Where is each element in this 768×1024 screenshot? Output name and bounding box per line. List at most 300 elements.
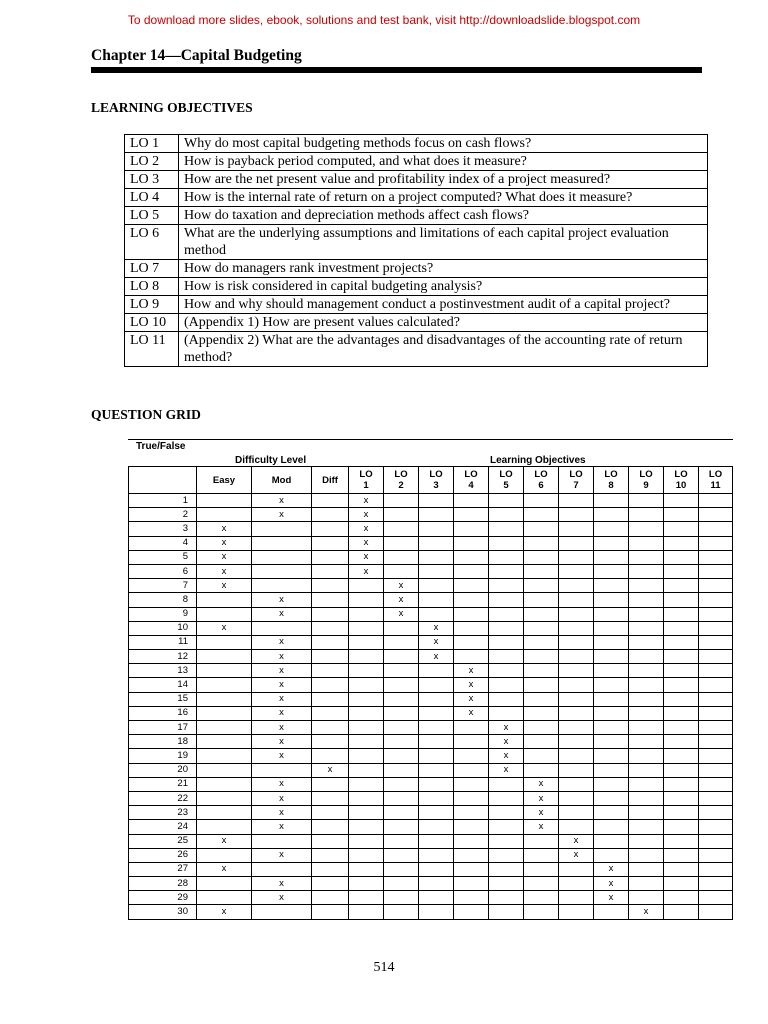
lo-cell bbox=[559, 806, 594, 820]
difficulty-cell: x bbox=[252, 791, 312, 805]
difficulty-cell bbox=[252, 550, 312, 564]
question-number: 3 bbox=[129, 522, 197, 536]
difficulty-cell bbox=[197, 692, 252, 706]
lo-cell bbox=[559, 522, 594, 536]
learning-objective-text: How do managers rank investment projects? bbox=[179, 260, 708, 278]
difficulty-cell: x bbox=[312, 763, 349, 777]
question-number: 18 bbox=[129, 735, 197, 749]
question-row bbox=[129, 891, 733, 905]
lo-cell bbox=[699, 621, 733, 635]
lo-cell bbox=[699, 905, 733, 919]
difficulty-cell bbox=[312, 664, 349, 678]
lo-cell bbox=[629, 536, 664, 550]
lo-cell bbox=[419, 550, 454, 564]
difficulty-cell: x bbox=[252, 494, 312, 508]
lo-cell bbox=[559, 550, 594, 564]
learning-objective-code: LO 2 bbox=[125, 153, 179, 171]
difficulty-cell bbox=[252, 579, 312, 593]
lo-cell bbox=[699, 635, 733, 649]
lo-cell bbox=[419, 749, 454, 763]
lo-column-prefix: LO bbox=[639, 469, 653, 480]
lo-column-prefix: LO bbox=[708, 469, 723, 480]
true-false-label: True/False bbox=[136, 441, 186, 452]
question-row bbox=[129, 862, 733, 876]
lo-cell bbox=[454, 564, 489, 578]
difficulty-cell bbox=[312, 678, 349, 692]
lo-cell bbox=[594, 593, 629, 607]
difficulty-cell: x bbox=[197, 564, 252, 578]
lo-cell bbox=[524, 706, 559, 720]
lo-cell bbox=[489, 664, 524, 678]
lo-cell bbox=[419, 791, 454, 805]
lo-cell bbox=[349, 820, 384, 834]
learning-objective-row bbox=[125, 260, 708, 278]
lo-cell bbox=[454, 635, 489, 649]
difficulty-cell: x bbox=[252, 848, 312, 862]
lo-cell bbox=[524, 848, 559, 862]
difficulty-cell: x bbox=[252, 891, 312, 905]
lo-cell bbox=[699, 763, 733, 777]
lo-cell bbox=[419, 820, 454, 834]
difficulty-cell bbox=[312, 650, 349, 664]
lo-cell bbox=[384, 494, 419, 508]
lo-cell: x bbox=[524, 820, 559, 834]
question-row bbox=[129, 749, 733, 763]
lo-cell bbox=[489, 564, 524, 578]
lo-cell bbox=[559, 877, 594, 891]
lo-column-number: 3 bbox=[433, 480, 439, 491]
lo-cell bbox=[629, 550, 664, 564]
difficulty-cell: x bbox=[252, 593, 312, 607]
difficulty-cell bbox=[312, 848, 349, 862]
lo-cell bbox=[594, 522, 629, 536]
lo-column-number: 5 bbox=[503, 480, 509, 491]
learning-objective-text: Why do most capital budgeting methods focus on cash flows? bbox=[179, 135, 708, 153]
question-number: 12 bbox=[129, 650, 197, 664]
question-row bbox=[129, 678, 733, 692]
lo-cell: x bbox=[629, 905, 664, 919]
question-row bbox=[129, 834, 733, 848]
lo-cell bbox=[594, 635, 629, 649]
lo-cell bbox=[559, 536, 594, 550]
lo-cell bbox=[489, 706, 524, 720]
lo-cell bbox=[349, 678, 384, 692]
lo-cell bbox=[629, 891, 664, 905]
learning-objective-row bbox=[125, 153, 708, 171]
question-row bbox=[129, 820, 733, 834]
lo-cell bbox=[699, 806, 733, 820]
lo-cell bbox=[384, 862, 419, 876]
question-row bbox=[129, 721, 733, 735]
lo-column-number: 6 bbox=[538, 480, 544, 491]
lo-cell bbox=[419, 579, 454, 593]
difficulty-cell bbox=[197, 664, 252, 678]
question-row bbox=[129, 664, 733, 678]
lo-cell bbox=[664, 593, 699, 607]
learning-objective-row bbox=[125, 296, 708, 314]
difficulty-cell bbox=[312, 508, 349, 522]
lo-cell bbox=[559, 721, 594, 735]
question-row bbox=[129, 763, 733, 777]
lo-column-header bbox=[384, 467, 419, 494]
lo-cell bbox=[594, 721, 629, 735]
lo-cell bbox=[489, 678, 524, 692]
question-row bbox=[129, 877, 733, 891]
lo-cell bbox=[699, 721, 733, 735]
lo-cell bbox=[349, 721, 384, 735]
lo-cell bbox=[524, 862, 559, 876]
lo-cell: x bbox=[384, 579, 419, 593]
difficulty-cell: x bbox=[252, 508, 312, 522]
difficulty-cell bbox=[312, 564, 349, 578]
lo-cell bbox=[559, 494, 594, 508]
lo-cell bbox=[384, 763, 419, 777]
lo-cell bbox=[559, 692, 594, 706]
difficulty-cell: x bbox=[252, 664, 312, 678]
lo-cell bbox=[524, 579, 559, 593]
lo-cell bbox=[384, 536, 419, 550]
difficulty-cell: x bbox=[252, 650, 312, 664]
difficulty-cell bbox=[312, 891, 349, 905]
lo-cell: x bbox=[559, 848, 594, 862]
lo-cell bbox=[559, 891, 594, 905]
lo-cell bbox=[594, 564, 629, 578]
difficulty-cell bbox=[252, 536, 312, 550]
question-row bbox=[129, 494, 733, 508]
lo-cell bbox=[594, 664, 629, 678]
learning-objective-row bbox=[125, 171, 708, 189]
lo-cell bbox=[419, 735, 454, 749]
learning-objective-row bbox=[125, 207, 708, 225]
difficulty-cell bbox=[252, 834, 312, 848]
lo-cell bbox=[524, 749, 559, 763]
lo-cell bbox=[489, 508, 524, 522]
difficulty-cell bbox=[312, 877, 349, 891]
learning-objective-text: How and why should management conduct a postinvestment audit of a capital project? bbox=[179, 296, 708, 314]
difficulty-cell bbox=[312, 862, 349, 876]
difficulty-cell bbox=[252, 522, 312, 536]
lo-cell bbox=[349, 621, 384, 635]
learning-objective-row bbox=[125, 225, 708, 260]
lo-cell bbox=[349, 735, 384, 749]
lo-cell bbox=[524, 763, 559, 777]
lo-cell bbox=[629, 763, 664, 777]
question-row bbox=[129, 706, 733, 720]
lo-cell bbox=[489, 579, 524, 593]
lo-cell bbox=[699, 777, 733, 791]
lo-cell bbox=[419, 877, 454, 891]
learning-objective-code: LO 1 bbox=[125, 135, 179, 153]
lo-cell bbox=[384, 635, 419, 649]
lo-cell: x bbox=[419, 621, 454, 635]
lo-cell bbox=[524, 891, 559, 905]
lo-cell bbox=[489, 806, 524, 820]
question-number-header bbox=[129, 467, 197, 494]
lo-column-header bbox=[559, 467, 594, 494]
lo-cell bbox=[594, 607, 629, 621]
question-number: 15 bbox=[129, 692, 197, 706]
question-row bbox=[129, 508, 733, 522]
lo-cell: x bbox=[594, 877, 629, 891]
learning-objective-code: LO 8 bbox=[125, 278, 179, 296]
lo-column-prefix: LO bbox=[569, 469, 583, 480]
lo-cell bbox=[419, 777, 454, 791]
lo-cell bbox=[699, 692, 733, 706]
difficulty-cell bbox=[252, 862, 312, 876]
lo-cell bbox=[349, 664, 384, 678]
lo-cell bbox=[384, 678, 419, 692]
question-number: 13 bbox=[129, 664, 197, 678]
lo-cell bbox=[349, 777, 384, 791]
lo-cell bbox=[489, 877, 524, 891]
difficulty-cell bbox=[312, 721, 349, 735]
lo-cell: x bbox=[454, 678, 489, 692]
lo-cell bbox=[454, 593, 489, 607]
lo-cell bbox=[419, 848, 454, 862]
learning-objective-code: LO 10 bbox=[125, 314, 179, 332]
lo-cell bbox=[594, 820, 629, 834]
learning-objective-text: How is the internal rate of return on a project computed? What does it measure? bbox=[179, 189, 708, 207]
question-row bbox=[129, 692, 733, 706]
difficulty-cell bbox=[312, 692, 349, 706]
lo-cell bbox=[629, 508, 664, 522]
difficulty-cell bbox=[312, 820, 349, 834]
question-row bbox=[129, 607, 733, 621]
lo-cell bbox=[699, 508, 733, 522]
lo-column-header bbox=[419, 467, 454, 494]
difficulty-cell: x bbox=[252, 777, 312, 791]
difficulty-cell bbox=[197, 777, 252, 791]
lo-cell bbox=[524, 508, 559, 522]
question-number: 14 bbox=[129, 678, 197, 692]
learning-objective-row bbox=[125, 332, 708, 367]
learning-objective-code: LO 3 bbox=[125, 171, 179, 189]
lo-cell: x bbox=[594, 862, 629, 876]
lo-cell bbox=[664, 820, 699, 834]
lo-cell bbox=[454, 777, 489, 791]
lo-column-prefix: LO bbox=[499, 469, 513, 480]
difficulty-cell: x bbox=[252, 678, 312, 692]
lo-cell bbox=[629, 494, 664, 508]
lo-column-header bbox=[629, 467, 664, 494]
lo-cell bbox=[664, 536, 699, 550]
question-row bbox=[129, 777, 733, 791]
lo-cell bbox=[559, 735, 594, 749]
lo-cell bbox=[664, 735, 699, 749]
question-row bbox=[129, 564, 733, 578]
lo-cell bbox=[384, 650, 419, 664]
lo-cell bbox=[594, 791, 629, 805]
lo-cell bbox=[699, 877, 733, 891]
lo-cell bbox=[559, 749, 594, 763]
lo-cell bbox=[454, 735, 489, 749]
section-rule bbox=[128, 439, 733, 440]
lo-cell bbox=[419, 891, 454, 905]
learning-objective-code: LO 4 bbox=[125, 189, 179, 207]
lo-cell bbox=[524, 593, 559, 607]
lo-cell bbox=[454, 536, 489, 550]
lo-cell bbox=[594, 508, 629, 522]
lo-cell bbox=[594, 650, 629, 664]
lo-cell bbox=[524, 678, 559, 692]
learning-objectives-table bbox=[124, 134, 708, 367]
difficulty-cell bbox=[312, 706, 349, 720]
lo-cell bbox=[664, 692, 699, 706]
question-row bbox=[129, 536, 733, 550]
lo-cell bbox=[664, 494, 699, 508]
lo-cell bbox=[419, 806, 454, 820]
lo-cell: x bbox=[384, 607, 419, 621]
lo-cell bbox=[489, 791, 524, 805]
lo-cell: x bbox=[454, 664, 489, 678]
lo-cell bbox=[629, 862, 664, 876]
question-row bbox=[129, 848, 733, 862]
lo-cell bbox=[594, 494, 629, 508]
question-number: 29 bbox=[129, 891, 197, 905]
lo-cell bbox=[489, 777, 524, 791]
lo-cell bbox=[664, 522, 699, 536]
lo-cell bbox=[349, 692, 384, 706]
lo-cell bbox=[384, 791, 419, 805]
lo-cell bbox=[489, 650, 524, 664]
lo-cell bbox=[419, 536, 454, 550]
lo-cell bbox=[594, 678, 629, 692]
difficulty-cell bbox=[312, 536, 349, 550]
lo-cell bbox=[454, 550, 489, 564]
lo-cell bbox=[594, 905, 629, 919]
lo-cell bbox=[384, 877, 419, 891]
lo-cell bbox=[699, 706, 733, 720]
question-number: 11 bbox=[129, 635, 197, 649]
lo-column-number: 10 bbox=[675, 480, 687, 491]
lo-cell bbox=[664, 550, 699, 564]
lo-cell bbox=[594, 735, 629, 749]
lo-cell bbox=[699, 664, 733, 678]
question-number: 25 bbox=[129, 834, 197, 848]
lo-cell bbox=[559, 678, 594, 692]
question-number: 22 bbox=[129, 791, 197, 805]
lo-cell bbox=[454, 607, 489, 621]
lo-cell bbox=[594, 692, 629, 706]
lo-column-prefix: LO bbox=[464, 469, 478, 480]
lo-cell bbox=[699, 791, 733, 805]
difficulty-cell bbox=[197, 877, 252, 891]
lo-cell bbox=[349, 806, 384, 820]
lo-cell bbox=[559, 607, 594, 621]
difficulty-cell bbox=[312, 905, 349, 919]
lo-cell bbox=[454, 522, 489, 536]
lo-cell bbox=[664, 905, 699, 919]
difficulty-cell bbox=[252, 564, 312, 578]
difficulty-cell bbox=[312, 777, 349, 791]
lo-cell bbox=[489, 550, 524, 564]
lo-cell bbox=[664, 862, 699, 876]
lo-cell bbox=[489, 593, 524, 607]
lo-cell: x bbox=[419, 650, 454, 664]
difficulty-cell: x bbox=[252, 735, 312, 749]
lo-column-header bbox=[349, 467, 384, 494]
learning-objective-code: LO 7 bbox=[125, 260, 179, 278]
lo-cell bbox=[489, 635, 524, 649]
lo-cell: x bbox=[349, 508, 384, 522]
lo-cell bbox=[419, 834, 454, 848]
learning-objective-code: LO 5 bbox=[125, 207, 179, 225]
difficulty-cell bbox=[197, 735, 252, 749]
lo-cell bbox=[349, 607, 384, 621]
lo-cell: x bbox=[454, 692, 489, 706]
lo-cell bbox=[524, 536, 559, 550]
lo-cell bbox=[629, 721, 664, 735]
lo-cell bbox=[384, 706, 419, 720]
difficulty-cell bbox=[252, 905, 312, 919]
lo-cell bbox=[454, 579, 489, 593]
lo-cell bbox=[629, 579, 664, 593]
lo-cell bbox=[419, 763, 454, 777]
lo-cell bbox=[524, 664, 559, 678]
difficulty-cell bbox=[197, 706, 252, 720]
lo-cell bbox=[594, 834, 629, 848]
lo-cell bbox=[559, 579, 594, 593]
lo-cell bbox=[419, 664, 454, 678]
lo-cell bbox=[349, 706, 384, 720]
lo-cell bbox=[629, 621, 664, 635]
difficulty-cell bbox=[312, 749, 349, 763]
lo-cell bbox=[664, 877, 699, 891]
lo-cell bbox=[454, 820, 489, 834]
lo-cell bbox=[489, 522, 524, 536]
title-rule bbox=[91, 67, 702, 73]
question-row bbox=[129, 579, 733, 593]
lo-cell: x bbox=[454, 706, 489, 720]
difficulty-cell bbox=[312, 550, 349, 564]
lo-cell bbox=[699, 593, 733, 607]
lo-cell bbox=[559, 791, 594, 805]
difficulty-cell bbox=[197, 650, 252, 664]
lo-cell bbox=[454, 494, 489, 508]
lo-cell bbox=[419, 508, 454, 522]
question-row bbox=[129, 621, 733, 635]
lo-cell bbox=[384, 749, 419, 763]
lo-cell bbox=[594, 749, 629, 763]
difficulty-cell bbox=[312, 522, 349, 536]
lo-cell bbox=[419, 494, 454, 508]
lo-cell bbox=[664, 635, 699, 649]
lo-cell bbox=[349, 862, 384, 876]
lo-cell bbox=[664, 650, 699, 664]
lo-cell bbox=[489, 692, 524, 706]
lo-cell bbox=[349, 877, 384, 891]
lo-cell bbox=[384, 735, 419, 749]
lo-cell bbox=[699, 735, 733, 749]
lo-cell bbox=[559, 564, 594, 578]
lo-cell bbox=[454, 721, 489, 735]
difficulty-cell: x bbox=[252, 706, 312, 720]
question-row bbox=[129, 791, 733, 805]
lo-column-prefix: LO bbox=[534, 469, 548, 480]
lo-cell bbox=[454, 806, 489, 820]
lo-cell bbox=[489, 848, 524, 862]
difficulty-cell bbox=[197, 791, 252, 805]
lo-cell bbox=[559, 763, 594, 777]
question-number: 19 bbox=[129, 749, 197, 763]
question-number: 28 bbox=[129, 877, 197, 891]
lo-cell bbox=[664, 607, 699, 621]
question-number: 7 bbox=[129, 579, 197, 593]
lo-column-header bbox=[489, 467, 524, 494]
lo-cell bbox=[489, 494, 524, 508]
difficulty-cell: x bbox=[197, 550, 252, 564]
lo-cell bbox=[384, 777, 419, 791]
